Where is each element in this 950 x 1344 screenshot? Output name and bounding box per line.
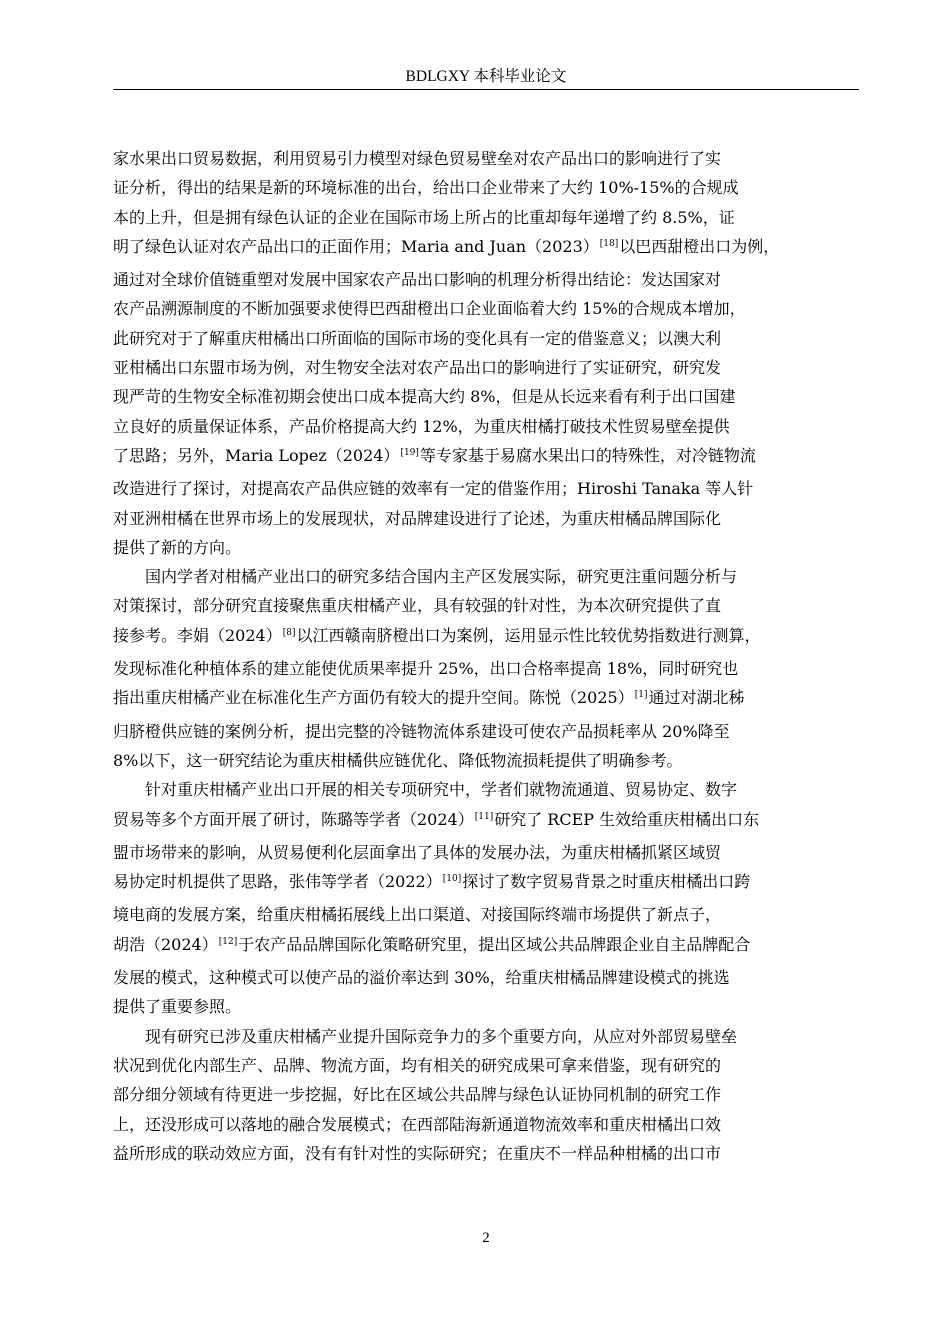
text-line [113, 683, 859, 716]
text-line: 现严苛的生物安全标准初期会使出口成本提高大约 8%，但是从长远来看有利于出口国建 [113, 387, 736, 407]
text-line: 提供了重要参照。 [113, 997, 242, 1017]
text-segment: 明了绿色认证对农产品出口的正面作用；Maria and Juan（2023） [113, 236, 599, 256]
text-segment: 接参考。李娟（2024） [113, 625, 282, 645]
text-segment: 以巴西甜橙出口为例， [619, 236, 780, 256]
document-body [113, 144, 859, 1168]
text-line [113, 867, 859, 900]
citation-marker: [1] [634, 690, 648, 701]
citation-marker: [19] [400, 447, 419, 458]
text-line: 上，还没形成可以落地的融合发展模式；在西部陆海新通道物流效率和重庆柑橘出口效 [113, 1114, 722, 1134]
citation-marker: [10] [442, 874, 462, 885]
text-line: 对亚洲柑橘在世界市场上的发展现状，对品牌建设进行了论述，为重庆柑橘品牌国际化 [113, 508, 722, 528]
paragraph-3 [113, 775, 859, 1021]
text-line: 本的上升，但是拥有绿色认证的企业在国际市场上所占的比重却每年递增了约 8.5%，证 [113, 207, 735, 227]
page-number: 2 [482, 1230, 490, 1246]
paragraph-1 [113, 144, 859, 562]
text-segment: 探讨了数字贸易背景之时重庆柑橘出口跨 [462, 872, 751, 892]
text-segment: 胡浩（2024） [113, 934, 218, 954]
text-line [113, 441, 859, 474]
text-line: 发展的模式，这种模式可以使产品的溢价率达到 30%，给重庆柑橘品牌建设模式的挑选 [113, 968, 730, 988]
text-line [113, 805, 859, 838]
text-line: 益所形成的联动效应方面，没有有针对性的实际研究；在重庆不一样品种柑橘的出口市 [113, 1143, 722, 1163]
text-line: 改造进行了探讨，对提高农产品供应链的效率有一定的借鉴作用；Hiroshi Tanaka 等人针 [113, 479, 754, 499]
text-line: 盟市场带来的影响，从贸易便利化层面拿出了具体的发展办法，为重庆柑橘抓紧区域贸 [113, 842, 722, 862]
text-line: 归脐橙供应链的案例分析，提出完整的冷链物流体系建设可使农产品损耗率从 20%降至 [113, 721, 730, 741]
text-segment: 等专家基于易腐水果出口的特殊性，对冷链物流 [419, 445, 756, 465]
citation-marker: [12] [218, 936, 238, 947]
text-line: 农产品溯源制度的不断加强要求使得巴西甜橙出口企业面临着大约 15%的合规成本增加， [113, 299, 746, 319]
text-segment: 了思路；另外，Maria Lopez（2024） [113, 445, 400, 465]
paragraph-2 [113, 562, 859, 775]
text-line: 针对重庆柑橘产业出口开展的相关专项研究中，学者们就物流通道、贸易协定、数字 [145, 780, 738, 800]
text-line: 立良好的质量保证体系，产品价格提高大约 12%，为重庆柑橘打破技术性贸易壁垒提供 [113, 416, 730, 436]
text-line: 此研究对于了解重庆柑橘出口所面临的国际市场的变化具有一定的借鉴意义；以澳大利 [113, 328, 722, 348]
text-line: 亚柑橘出口东盟市场为例，对生物安全法对农产品出口的影响进行了实证研究，研究发 [113, 358, 722, 378]
text-line: 部分细分领域有待更进一步挖掘，好比在区域公共品牌与绿色认证协同机制的研究工作 [113, 1085, 722, 1105]
citation-marker: [8] [282, 627, 296, 638]
header-divider [113, 89, 859, 90]
text-segment: 于农产品品牌国际化策略研究里，提出区域公共品牌跟企业自主品牌配合 [238, 934, 751, 954]
citation-marker: [11] [474, 811, 494, 822]
text-line [113, 930, 859, 963]
citation-marker: [18] [599, 238, 619, 249]
text-line: 国内学者对柑橘产业出口的研究多结合国内主产区发展实际，研究更注重问题分析与 [145, 567, 738, 587]
text-line: 证分析，得出的结果是新的环境标准的出台，给出口企业带来了大约 10%-15%的合规成 [113, 178, 739, 198]
text-segment: 贸易等多个方面开展了研讨，陈璐等学者（2024） [113, 809, 474, 829]
text-line: 对策探讨，部分研究直接聚焦重庆柑橘产业，具有较强的针对性，为本次研究提供了直 [113, 596, 722, 616]
running-header: BDLGXY 本科毕业论文 [405, 68, 567, 85]
text-line [113, 232, 859, 265]
text-line: 发现标准化种植体系的建立能使优质果率提升 25%，出口合格率提高 18%，同时研究也 [113, 659, 739, 679]
text-line: 境电商的发展方案，给重庆柑橘拓展线上出口渠道、对接国际终端市场提供了新点子， [113, 905, 722, 925]
text-segment: 研究了 RCEP 生效给重庆柑橘出口东 [494, 809, 760, 829]
text-segment: 指出重庆柑橘产业在标准化生产方面仍有较大的提升空间。陈悦（2025） [113, 688, 634, 708]
text-line: 8%以下，这一研究结论为重庆柑橘供应链优化、降低物流损耗提供了明确参考。 [113, 750, 683, 770]
text-line: 现有研究已涉及重庆柑橘产业提升国际竞争力的多个重要方向，从应对外部贸易壁垒 [145, 1026, 738, 1046]
text-line: 家水果出口贸易数据，利用贸易引力模型对绿色贸易壁垒对农产品出口的影响进行了实 [113, 149, 722, 168]
text-segment: 易协定时机提供了思路，张伟等学者（2022） [113, 872, 442, 892]
text-line: 通过对全球价值链重塑对发展中国家农产品出口影响的机理分析得出结论：发达国家对 [113, 270, 722, 290]
text-line: 状况到优化内部生产、品牌、物流方面，均有相关的研究成果可拿来借鉴，现有研究的 [113, 1055, 722, 1075]
text-segment: 通过对湖北秭 [648, 688, 745, 708]
text-line [113, 621, 859, 654]
text-segment: 以江西赣南脐橙出口为案例，运用显示性比较优势指数进行测算， [296, 625, 761, 645]
paragraph-4 [113, 1022, 859, 1168]
text-line: 提供了新的方向。 [113, 537, 242, 557]
